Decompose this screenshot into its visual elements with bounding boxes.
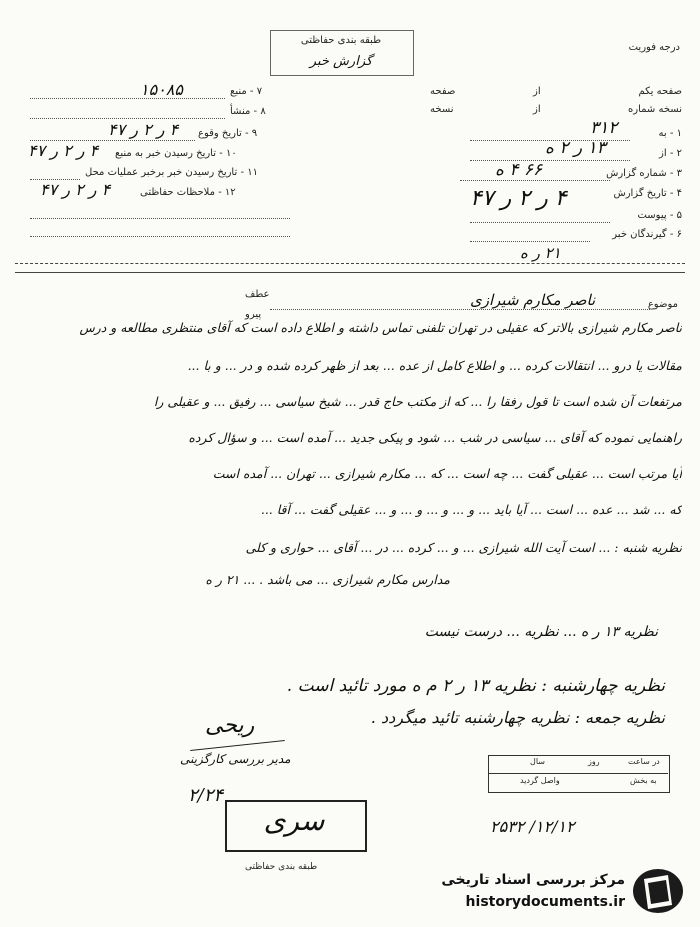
subject-value: ناصر مکارم شیرازی	[470, 291, 596, 309]
source-value: ۱۵۰۸۵	[140, 80, 183, 99]
to-local-label: ۱۱ - تاریخ رسیدن خبر برخبر عملیات محل	[85, 167, 258, 178]
body-line-6: که ... شد ... عده ... است ... آیا باید ... و ... و ... و ... و ... عقیلی گفت ... آقا ...	[260, 502, 682, 517]
body-line-8: مدارس مکارم شیرازی ... می باشد . ... ۲۱ ر ه	[205, 572, 450, 587]
page-unit: صفحه	[430, 86, 456, 97]
body-line-3: مرتفعات آن شده است تا قول رفقا را ... که از مکتب حاج قدر ... شیخ سیاسی ... رفیق ... و عقیلی را	[153, 394, 682, 409]
header-rule-2	[15, 272, 685, 273]
remarks-value: ۴ ر ۲ ر ۴۷	[40, 180, 111, 199]
ref2-label: پیرو	[245, 309, 262, 320]
body-line-4: راهنمایی نموده که آقای ... سیاسی در شب ... شود و پیکی جدید ... آمده است ... و سؤال کرده	[188, 430, 682, 445]
to-source-label: ۱۰ - تاریخ رسیدن خبر به منبع	[115, 148, 237, 159]
origin-label: ۸ - منشأ	[230, 106, 266, 117]
stamp-row2-value: واصل گردید	[520, 776, 560, 785]
stamp-row2-label: به بخش	[630, 776, 657, 785]
report-date-label: ۴ - تاریخ گزارش	[613, 188, 682, 199]
recipients-value: ۲۱ ر ه	[520, 244, 561, 262]
report-no-value: ۶۶ ۴ ه	[495, 160, 543, 180]
body-line-7: نظریه شنبه : ... است آیت الله شیرازی ... و ... کرده ... در ... آقای ... حواری و کلی	[245, 540, 682, 555]
copy-unit: نسخه	[430, 104, 454, 115]
stamp-row1-label: در ساعت	[628, 757, 660, 766]
from-value: ۱۳ ر ۲ ه	[545, 138, 606, 158]
source-label: ۷ - منبع	[230, 86, 263, 97]
watermark-logo	[630, 865, 686, 917]
secret-stamp: سری	[263, 804, 325, 837]
subject-label: موضوع	[647, 299, 678, 310]
classification-bottom: طبقه بندی حفاظتی	[245, 862, 318, 872]
occurrence-label: ۹ - تاریخ وقوع	[198, 128, 258, 139]
copy-of: از	[533, 104, 541, 115]
remarks-label: ۱۲ - ملاحظات حفاظتی	[140, 187, 236, 198]
note-1: نظریه ۱۳ ر ه ... نظریه ... درست نیست	[424, 624, 658, 640]
body-line-5: آیا مرتب است ... عقیلی گفت ... چه است ... که ... مکارم شیرازی ... تهران ... آمده است	[212, 466, 682, 481]
copy-label: نسخه شماره	[628, 104, 682, 115]
to-label: ۱ - به	[658, 128, 682, 139]
note-2: نظریه چهارشنبه : نظریه ۱۳ ر ۲ م ه مورد تائید است .	[286, 676, 665, 696]
signature-title: مدیر بررسی کارگزینی	[180, 752, 291, 766]
attachment-label: ۵ - پیوست	[637, 210, 682, 221]
to-source-value: ۴ ر ۲ ر ۴۷	[28, 141, 99, 160]
signature-name: ریحی	[205, 713, 255, 738]
body-line-2: مقالات یا درو ... انتقالات کرده ... و اطلاع کامل از عده ... بعد از ظهر کرده شده و در ... و با ...	[187, 358, 682, 373]
occurrence-value: ۴ ر ۲ ر ۴۷	[108, 120, 179, 139]
note-3: نظریه جمعه : نظریه چهارشنبه تائید میگردد .	[370, 708, 665, 727]
header-rule	[15, 262, 685, 264]
priority-label: درجه فوریت	[628, 42, 680, 53]
recipients-label: ۶ - گیرندگان خبر	[612, 229, 682, 240]
page-label: صفحه یکم	[638, 86, 682, 97]
to-value: ۳۱۲	[590, 118, 618, 138]
stamp-row1-a: روز	[588, 757, 600, 766]
signature-date: ۲/۲۴	[188, 785, 224, 806]
report-no-label: ۳ - شماره گزارش	[606, 168, 682, 179]
watermark-url: historydocuments.ir	[465, 894, 625, 910]
from-label: ۲ - از	[659, 148, 682, 159]
classification-top-label: طبقه بندی حفاظتی	[300, 35, 382, 46]
page-of: از	[533, 86, 541, 97]
report-date-value: ۴ ر ۲ ر ۴۷	[470, 186, 567, 211]
stamp-row1-b: سال	[530, 757, 545, 766]
ref-label: عطف	[245, 289, 270, 300]
report-title: گزارش خبر	[309, 54, 373, 69]
file-number: ۲۵۳۲ /۱۲/۱۲	[490, 817, 575, 836]
watermark-title: مرکز بررسی اسناد تاریخی	[441, 872, 625, 888]
body-line-1: ناصر مکارم شیرازی بالاتر که عقیلی در تهران تلفنی تماس داشته و اطلاع داده است که آقای منتظری مطالعه و درس	[79, 320, 682, 335]
